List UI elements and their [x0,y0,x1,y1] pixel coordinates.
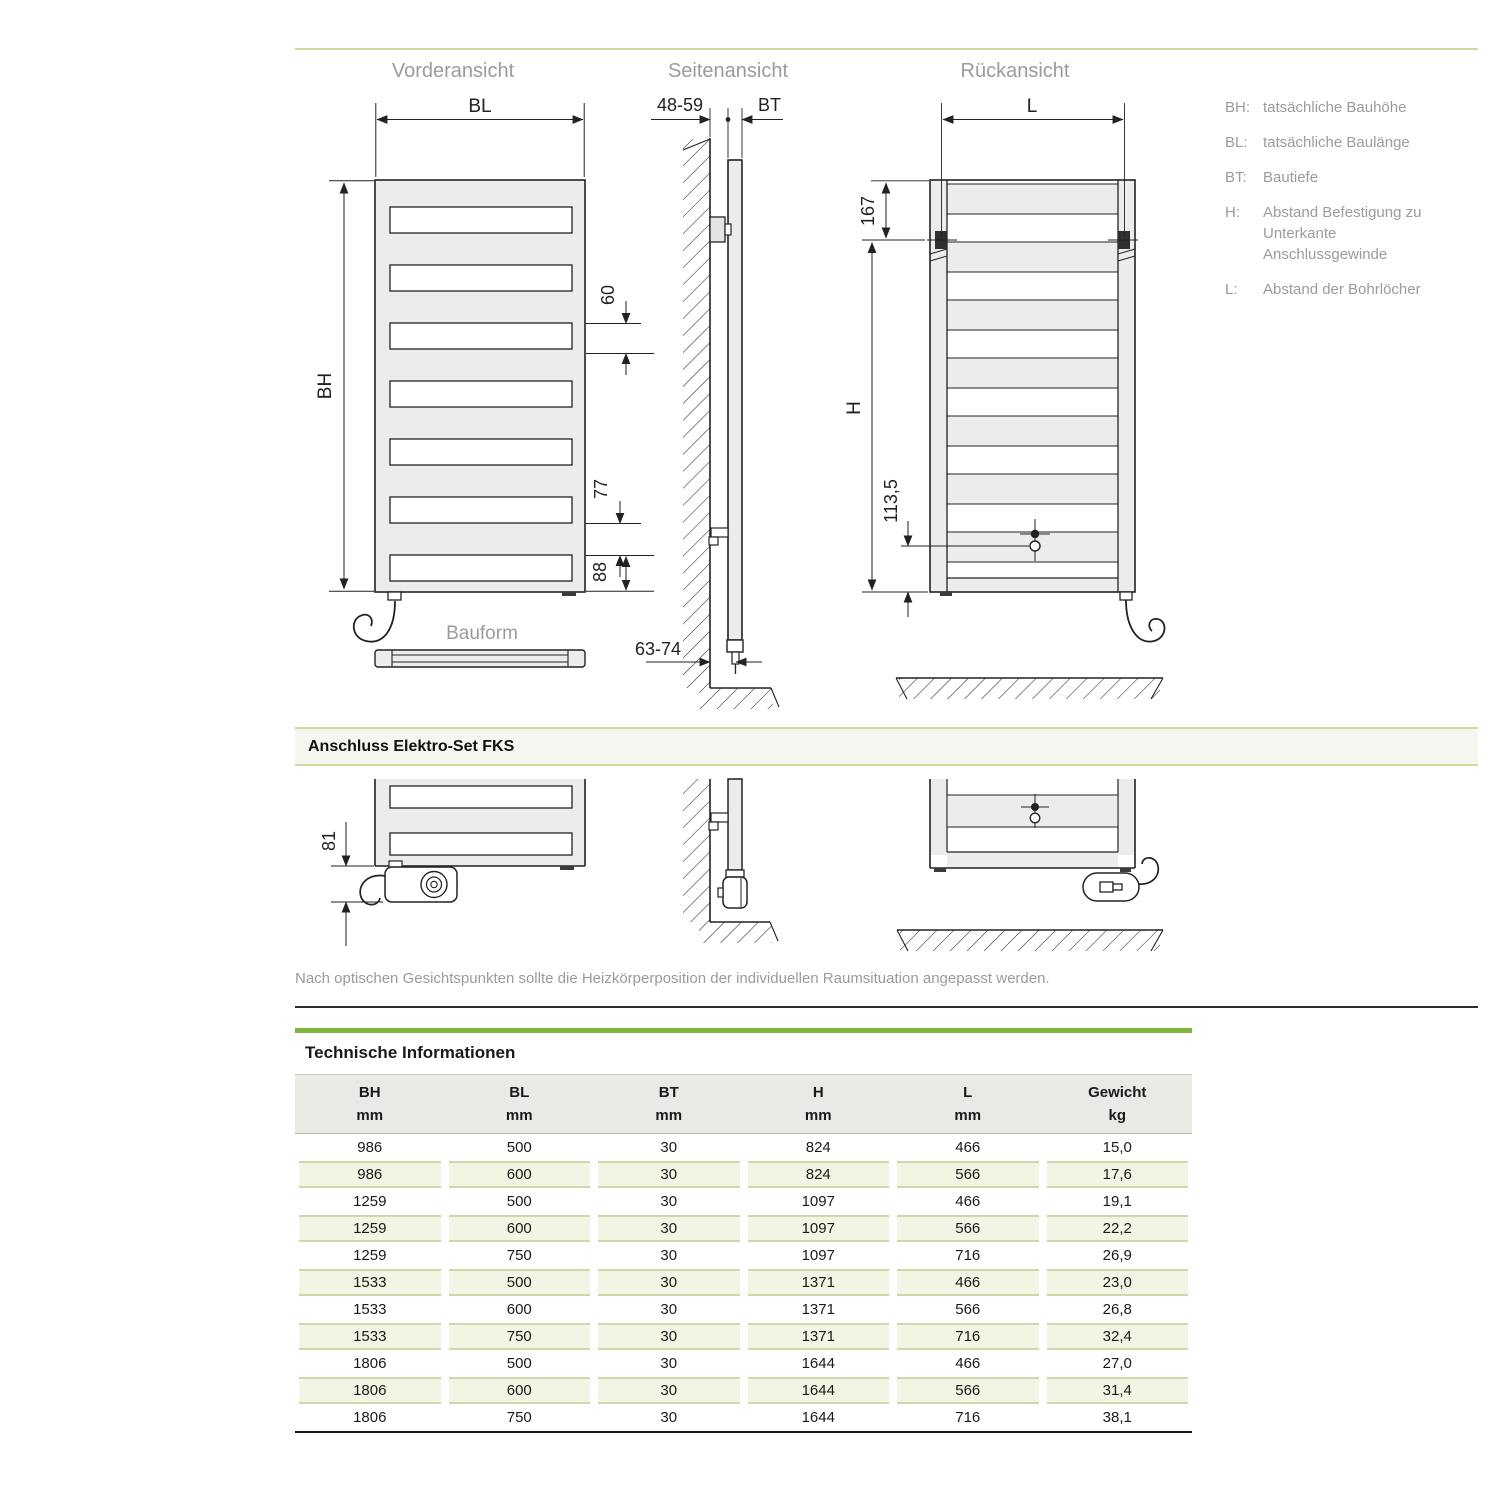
bauform-top-view [375,650,585,667]
dim-label-bl: BL [468,96,492,117]
dim-label-48-59: 48-59 [656,95,703,115]
rear-crossbars [947,184,1118,562]
positioning-note: Nach optischen Gesichtspunkten sollte die Heizkörperposition der individuellen Raumsituation angepasst werden. [295,970,1050,987]
dim-label-77: 77 [591,478,611,500]
table-row: 1259 750 30 1097 716 26,9 [353,1247,1132,1264]
elektro-set-heading: Anschluss Elektro-Set FKS [308,737,515,755]
legend-item-h: H: Abstand Befestigung zu Unterkante Anschlussgewinde [1225,204,1422,263]
dim-label-l: L [1026,96,1038,117]
rear-foot [940,592,952,596]
side-view-drawing [683,138,779,709]
table-row: 1533 600 30 1371 566 26,8 [353,1301,1132,1318]
legend-item-bl: BL: tatsächliche Baulänge [1225,134,1410,151]
table-row: 1806 500 30 1644 466 27,0 [353,1355,1132,1372]
rear-cable-gland [1120,592,1132,600]
side-valve-fitting [711,528,728,537]
column-header-bl: BL mm [505,1084,533,1124]
table-row: 1533 750 30 1371 716 32,4 [295,1323,1192,1350]
table-bottom-line [295,1431,1192,1433]
front-foot [562,592,576,596]
rear-floor-hatching [899,678,1160,699]
dim-label-h: H [844,401,865,415]
wall-hatching [683,139,710,688]
rear-power-cable [1126,600,1165,642]
elektro-front-drawing [331,779,585,946]
dimension-legend [1225,97,1455,314]
dim-label-88: 88 [590,561,610,583]
dim-label-167: 167 [858,195,878,227]
technical-info-section [295,1028,1192,1433]
table-header-row [295,1074,1192,1134]
dim-label-63-74: 63-74 [634,639,681,659]
dim-label-bt: BT [758,95,782,115]
table-row: 1259 600 30 1097 566 22,2 [295,1215,1192,1242]
column-header-bt: BT mm [655,1084,683,1124]
legend-item-bt: BT: Bautiefe [1225,169,1319,186]
side-dimensions [646,108,783,662]
floor-hatching [699,688,773,709]
dim-label-bh: BH [315,372,336,400]
column-header-h: H mm [804,1084,832,1124]
elektro-set-section-header [295,727,1478,766]
elektro-rear-cable [1139,858,1158,884]
elektro-front-cable [360,876,385,905]
front-view-drawing [354,180,585,642]
table-title: Technische Informationen [305,1043,516,1062]
table-row: 986 600 30 824 566 17,6 [295,1161,1192,1188]
plug-icon [1100,882,1113,892]
rear-view-title: Rückansicht [960,60,1070,82]
bauform-label: Bauform [446,623,518,644]
front-power-cable [354,601,395,642]
dim-label-81: 81 [319,830,339,852]
dim-label-113-5: 113,5 [881,479,901,523]
front-view-title: Vorderansicht [391,60,515,82]
rear-view-drawing [896,180,1165,699]
dim-label-60: 60 [598,284,618,306]
front-cable-gland [388,592,401,600]
wall-bracket [710,217,725,242]
elektro-rear-drawing [897,779,1163,951]
table-row: 1533 500 30 1371 466 23,0 [295,1269,1192,1296]
side-view-title: Seitenansicht [667,60,789,82]
side-element-cap [727,640,743,652]
table-row: 986 500 30 824 466 15,0 [357,1139,1132,1156]
section-divider-line [295,1006,1478,1008]
technical-drawing-elektro [0,764,1500,960]
legend-item-bh: BH: tatsächliche Bauhöhe [1225,99,1407,116]
elektro-side-drawing [683,779,778,943]
table-row: 1806 600 30 1644 566 31,4 [295,1377,1192,1404]
table-row: 1806 750 30 1644 716 38,1 [353,1409,1132,1426]
legend-item-l: L: Abstand der Bohrlöcher [1225,281,1421,298]
table-row: 1259 500 30 1097 466 19,1 [353,1193,1132,1210]
column-header-bh: BH mm [356,1084,384,1124]
column-header-l: L mm [954,1084,982,1124]
column-header-gewicht: Gewicht kg [1088,1084,1147,1124]
elektro-unit-side [723,877,747,908]
table-accent-bar [295,1028,1192,1033]
